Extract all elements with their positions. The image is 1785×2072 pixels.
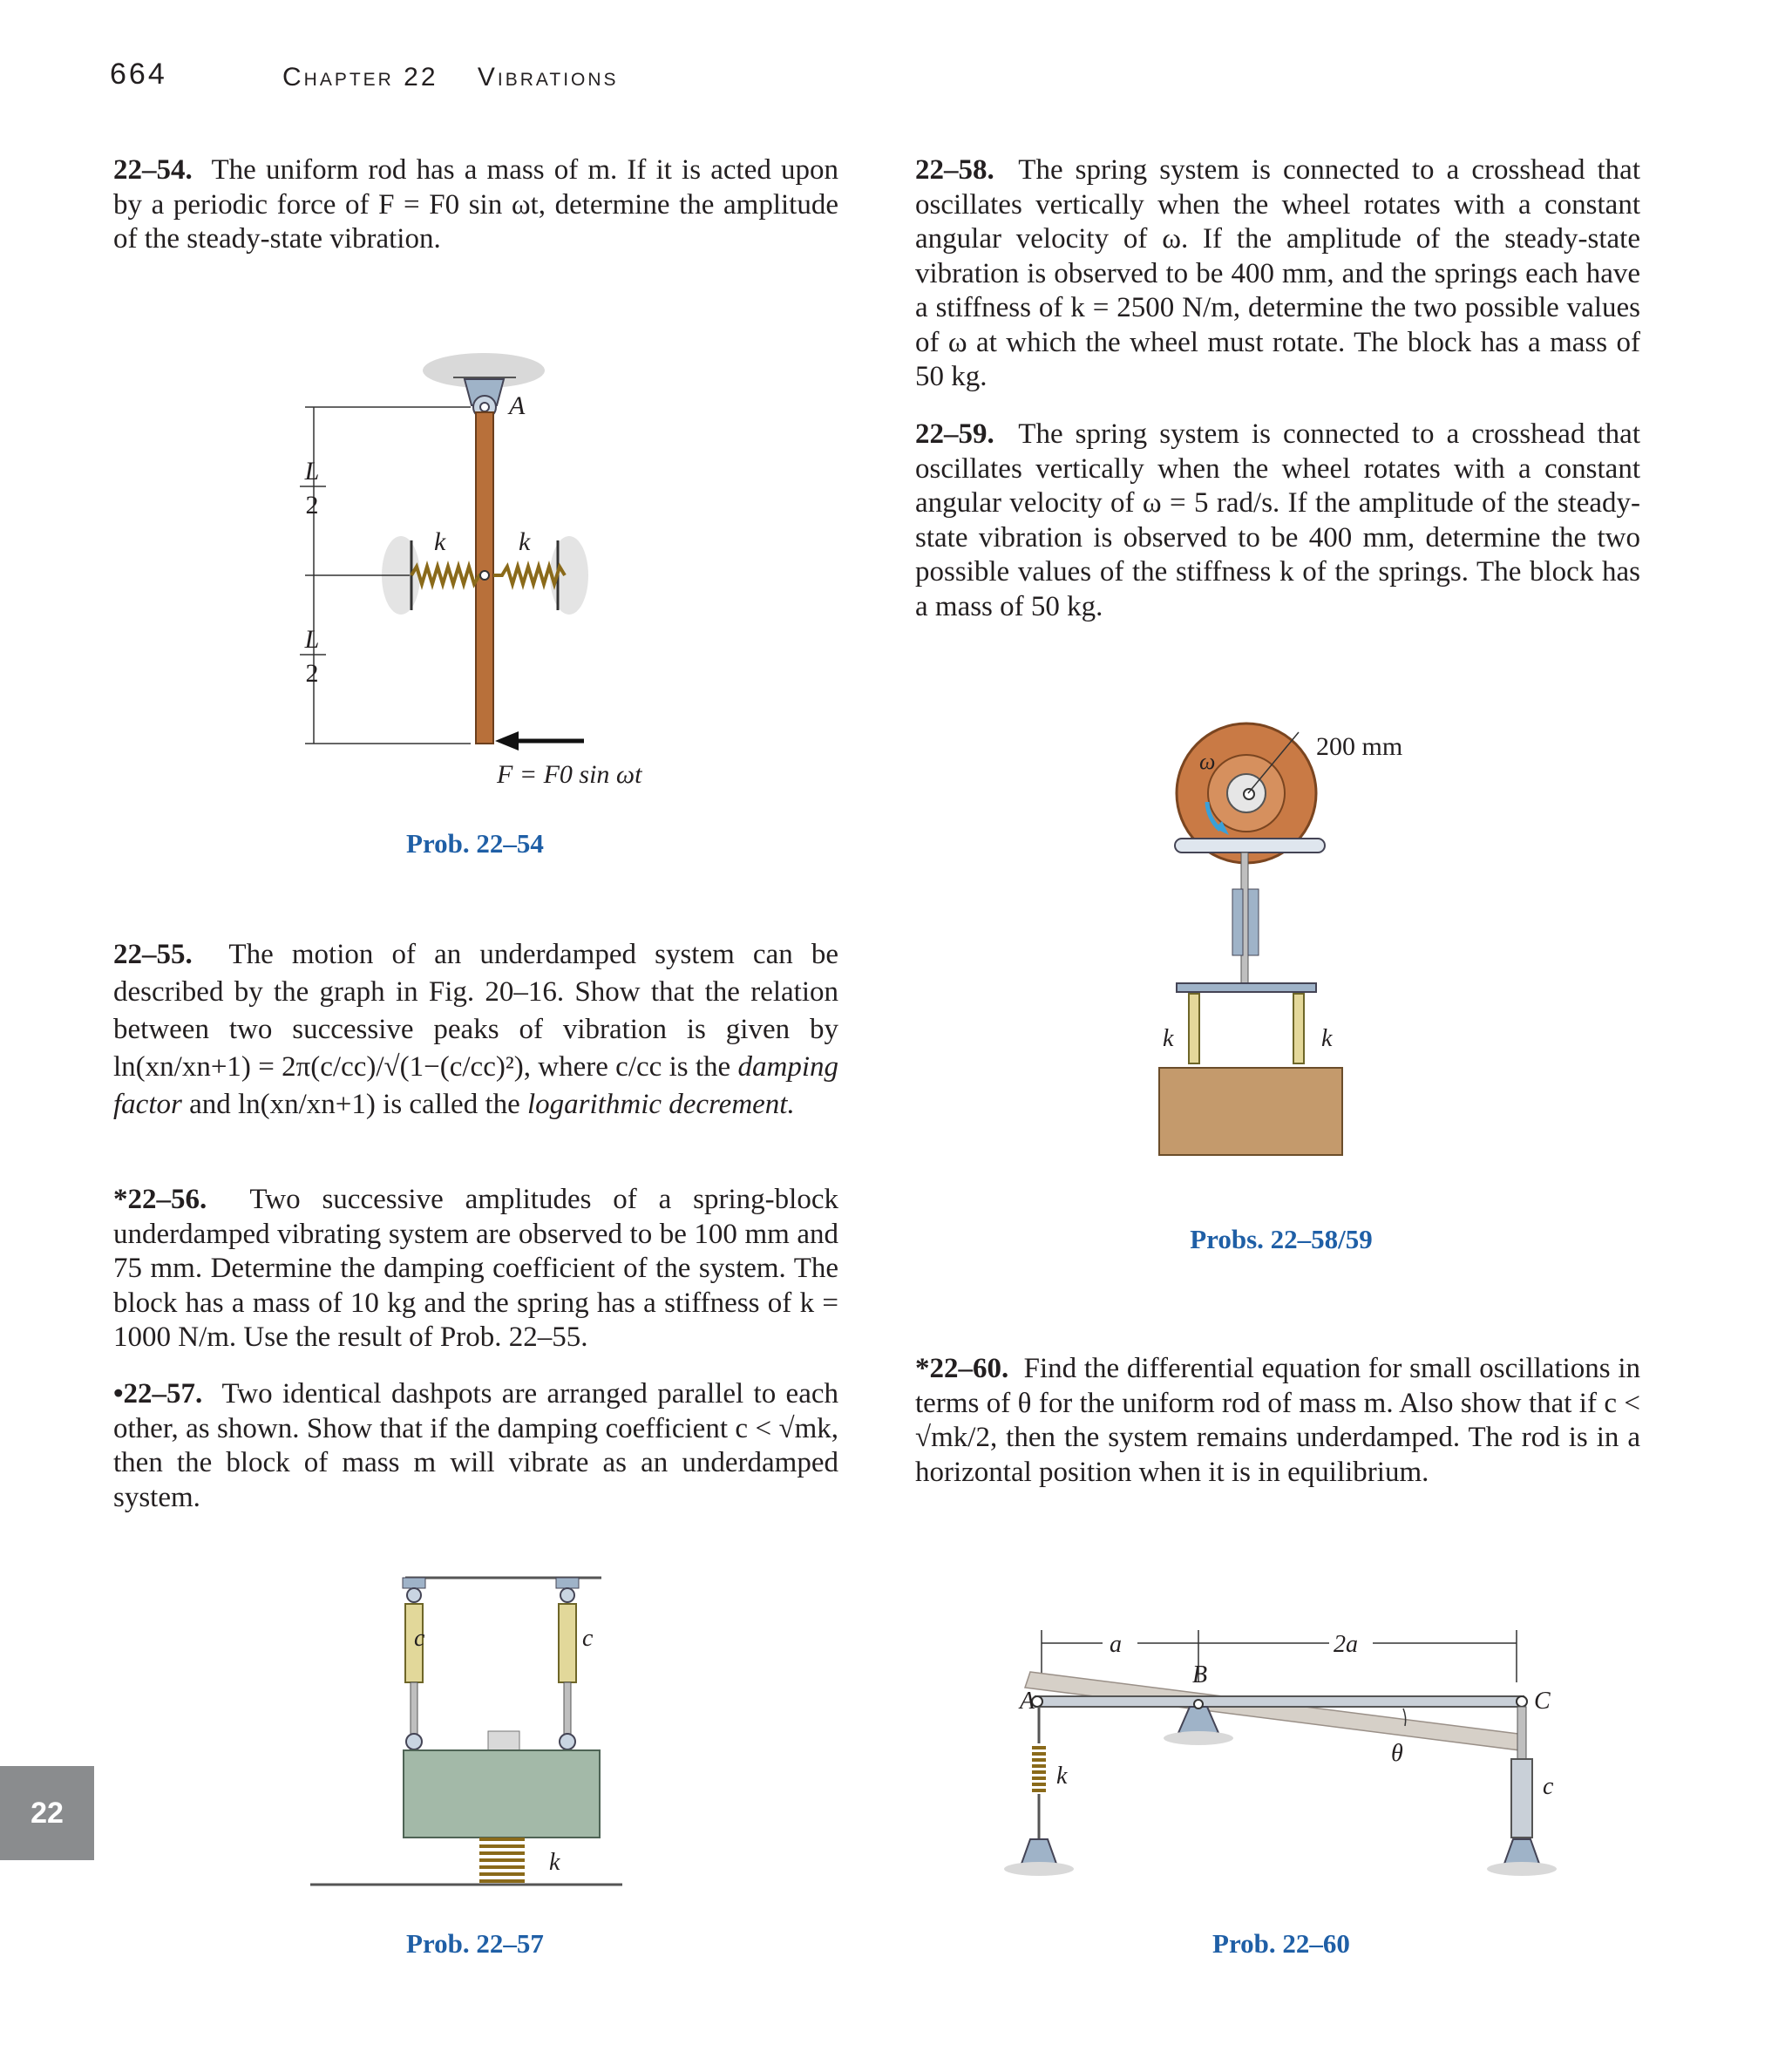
problem-text: Find the differential equation for small oscillations in terms of θ for the uniform rod of mass m. Also show that if c < √mk/2, then the system remains underdamped. The rod is in a horizontal position when it is in equilibrium. xyxy=(915,1353,1640,1488)
problem-22-57 xyxy=(113,1377,838,1515)
problem-text: The spring system is connected to a crosshead that oscillates vertically when the wheel rotates with a constant angular velocity of ω = 5 rad/s. If the amplitude of the steady-state vibration is observed to be 400 mm, determine the two possible values of the stiffness k of the springs. The block has a mass of 50 kg. xyxy=(915,418,1641,622)
problem-text: The motion of an underdamped system can be described by the graph in Fig. 20–16. Show that the relation between two successive peaks of vibration is given by xyxy=(113,939,838,1045)
label-k-left: k xyxy=(434,527,446,556)
label-c: c xyxy=(1543,1773,1554,1800)
figure-22-58-59 xyxy=(1150,715,1429,1194)
chapter-tab: 22 xyxy=(0,1766,94,1860)
problem-formula: ln(xn/xn+1) = 2π(c/cc)/√(1−(c/cc)²), where c/cc is the xyxy=(113,1051,731,1083)
problem-text: Two successive amplitudes of a spring-block underdamped vibrating system are observed to be 100 mm and 75 mm. Determine the damping coefficient of the system. The block has a mass of 10 kg and the spring has a stiffness of k = 1000 N/m. Use the result of Prob. 22–55. xyxy=(113,1184,838,1353)
problem-text: The uniform rod has a mass of m. If it is acted upon by a periodic force of F = F0 sin ωt, determine the amplitude of the steady-state vibration. xyxy=(113,154,839,255)
problem-22-59 xyxy=(915,418,1640,624)
spring-left xyxy=(1189,994,1199,1063)
label-k-right: k xyxy=(1321,1025,1333,1052)
uniform-rod xyxy=(1035,1696,1524,1707)
crosshead-plate xyxy=(1177,983,1316,992)
figure-caption: Prob. 22–57 xyxy=(406,1928,544,1959)
block xyxy=(1159,1068,1342,1155)
problem-number: •22–57. xyxy=(113,1378,203,1410)
label-c-right: c xyxy=(582,1625,594,1652)
problem-22-55 xyxy=(113,936,838,1124)
label-2a: 2a xyxy=(1334,1631,1358,1658)
problem-number: 22–59. xyxy=(915,418,994,450)
label-theta: θ xyxy=(1391,1740,1403,1767)
chapter-label: Chapter 22 xyxy=(282,63,438,92)
problem-term: logarithmic decrement. xyxy=(527,1089,795,1120)
label-2-upper: 2 xyxy=(305,491,319,520)
label-L-lower: L xyxy=(304,625,320,654)
problem-number: *22–60. xyxy=(915,1353,1009,1384)
force-label: F = F0 sin ωt xyxy=(497,760,642,789)
problem-22-56 xyxy=(113,1183,838,1355)
problem-term: damping factor xyxy=(113,1051,839,1120)
spring xyxy=(479,1839,525,1881)
problem-22-60 xyxy=(915,1352,1640,1490)
label-200mm: 200 mm xyxy=(1316,732,1403,761)
label-B: B xyxy=(1192,1661,1208,1688)
rod-displaced xyxy=(1025,1672,1525,1750)
problem-text: The spring system is connected to a crosshead that oscillates vertically when the wheel rotates with a constant angular velocity of ω. If the amplitude of the steady-state vibration is observed to be 400 mm, and the springs each have a stiffness of k = 2500 N/m, determine the two possible values of ω at which the wheel must rotate. The block has a mass of 50 kg. xyxy=(915,154,1641,392)
label-C: C xyxy=(1534,1688,1551,1715)
problem-22-58 xyxy=(915,153,1640,395)
label-c-left: c xyxy=(414,1625,425,1652)
label-a: a xyxy=(1110,1631,1122,1658)
figure-caption: Prob. 22–54 xyxy=(406,828,544,859)
label-L-upper: L xyxy=(304,457,320,486)
spring-right xyxy=(1293,994,1304,1063)
label-A: A xyxy=(509,391,526,420)
label-k: k xyxy=(549,1849,560,1876)
label-omega: ω xyxy=(1199,749,1216,774)
pin-A xyxy=(480,403,489,411)
figure-22-60 xyxy=(994,1621,1569,1900)
chapter-title: Vibrations xyxy=(477,63,619,92)
page-number: 664 xyxy=(110,58,167,91)
figure-22-54 xyxy=(279,344,680,798)
problem-text: Two identical dashpots are arranged parallel to each other, as shown. Show that if the damping coefficient c < √mk, then the block of mass m will vibrate as an underdamped system. xyxy=(113,1378,838,1513)
block xyxy=(404,1750,600,1838)
problem-number: *22–56. xyxy=(113,1184,207,1215)
problem-number: 22–55. xyxy=(113,939,193,970)
figure-22-57 xyxy=(305,1560,628,1892)
figure-caption: Prob. 22–60 xyxy=(1212,1928,1350,1959)
figure-caption: Probs. 22–58/59 xyxy=(1190,1224,1373,1254)
label-k-right: k xyxy=(519,527,531,556)
problem-number: 22–58. xyxy=(915,154,994,186)
label-k: k xyxy=(1056,1763,1068,1790)
chapter-header xyxy=(282,63,619,92)
spring-k xyxy=(1032,1748,1046,1790)
crosshead-slot xyxy=(1175,839,1325,853)
problem-22-54 xyxy=(113,153,838,257)
dashpot-c xyxy=(1511,1759,1532,1838)
label-A: A xyxy=(1020,1688,1035,1715)
problem-number: 22–54. xyxy=(113,154,193,186)
problem-text: and ln(xn/xn+1) is called the xyxy=(189,1089,520,1120)
right-dashpot xyxy=(559,1604,576,1682)
label-2-lower: 2 xyxy=(305,659,319,688)
label-k-left: k xyxy=(1163,1025,1174,1052)
